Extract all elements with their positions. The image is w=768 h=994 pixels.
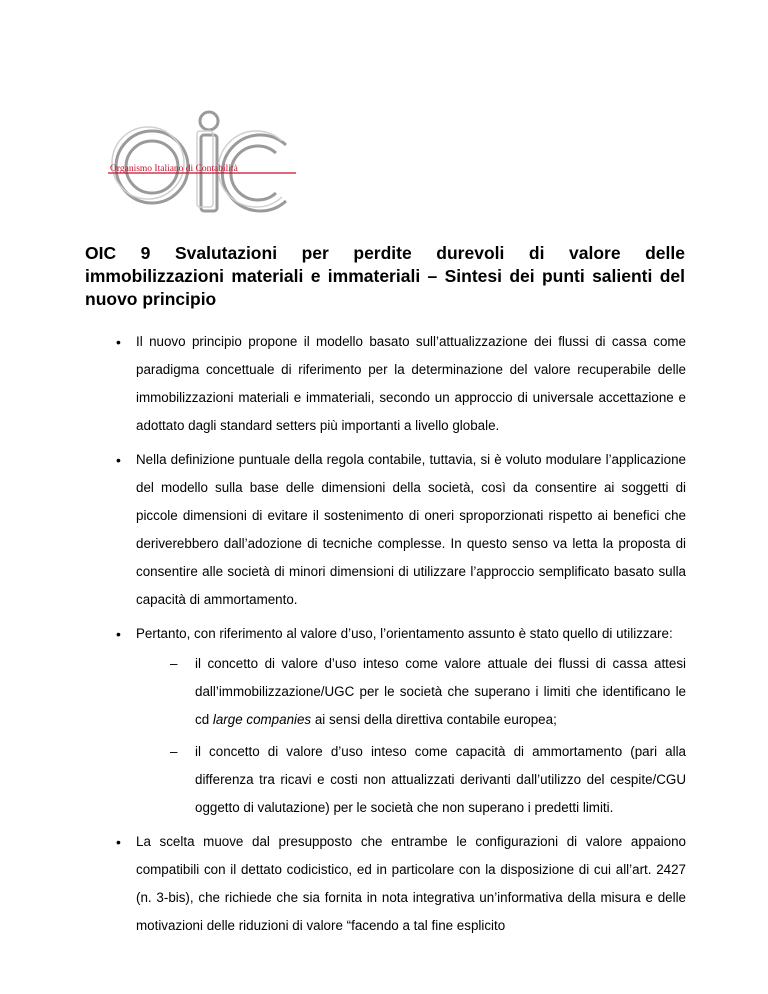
list-item-text: Il nuovo principio propone il modello basato sull’attualizzazione dei flussi di cassa come paradigma concettuale di riferimento per la determinazione del valore recuperabile delle immobilizzazioni materiali e immateriali, secondo un approccio di universale accettazione e adottato dagli standard setters più importanti a livello globale. [136, 334, 686, 433]
logo-wordmark: Organismo Italiano di Contabilità [110, 164, 238, 174]
list-item-text: Pertanto, con riferimento al valore d’uso, l’orientamento assunto è stato quello di utilizzare: [136, 626, 673, 641]
oic-logo-graphic [100, 105, 300, 225]
list-item [116, 328, 686, 440]
sub-item-emphasis: large companies [212, 712, 312, 727]
title-line-1: OIC 9 Svalutazioni per perdite durevoli di valore delle [85, 243, 685, 263]
bullet-icon: • [116, 452, 121, 468]
list-item [116, 446, 686, 614]
summary-list [116, 328, 686, 946]
list-item [116, 620, 686, 822]
document-title [85, 242, 685, 311]
title-line-2: immobilizzazioni materiali e immateriali – Sintesi dei punti salienti del nuovo principio [85, 266, 685, 309]
sub-list-item [136, 650, 686, 734]
bullet-icon: • [116, 626, 121, 642]
list-item-text: La scelta muove dal presupposto che entrambe le configurazioni di valore appaiono compatibili con il dettato codicistico, ed in particolare con la disposizione di cui all’art. 2427 (n. 3-bis), che richiede che sia fornita in nota integrativa un’informativa della misura e delle motivazioni delle riduzioni di valore “facendo a tal fine esplicito [136, 834, 686, 933]
list-item-text: Nella definizione puntuale della regola contabile, tuttavia, si è voluto modulare l’applicazione del modello sulla base delle dimensioni della società, così da consentire ai soggetti di piccole dimensioni di evitare il sostenimento di oneri sproporzionati rispetto ai benefici che deriverebbero dall’adozione di tecniche complesse. In questo senso va letta la proposta di consentire alle società di minori dimensioni di utilizzare l’approccio semplificato basato sulla capacità di ammortamento. [136, 452, 686, 607]
dash-icon: – [170, 656, 178, 671]
oic-logo [100, 105, 300, 225]
bullet-icon: • [116, 834, 121, 850]
sub-list [136, 650, 686, 822]
sub-list-item [136, 738, 686, 822]
dash-icon: – [170, 744, 178, 759]
sub-item-text-part: ai sensi della direttiva contabile europea; [311, 712, 557, 727]
bullet-icon: • [116, 334, 121, 350]
list-item [116, 828, 686, 940]
sub-item-text-part: il concetto di valore d’uso inteso come valore attuale dei flussi di cassa attesi dall’immobilizzazione/UGC per le società che superano i limiti che identificano le cd [195, 656, 686, 727]
sub-item-text: il concetto di valore d’uso inteso come capacità di ammortamento (pari alla differenza tra ricavi e costi non attualizzati derivanti dall’utilizzo del cespite/CGU oggetto di valutazione) per le società che non superano i predetti limiti. [195, 744, 686, 815]
